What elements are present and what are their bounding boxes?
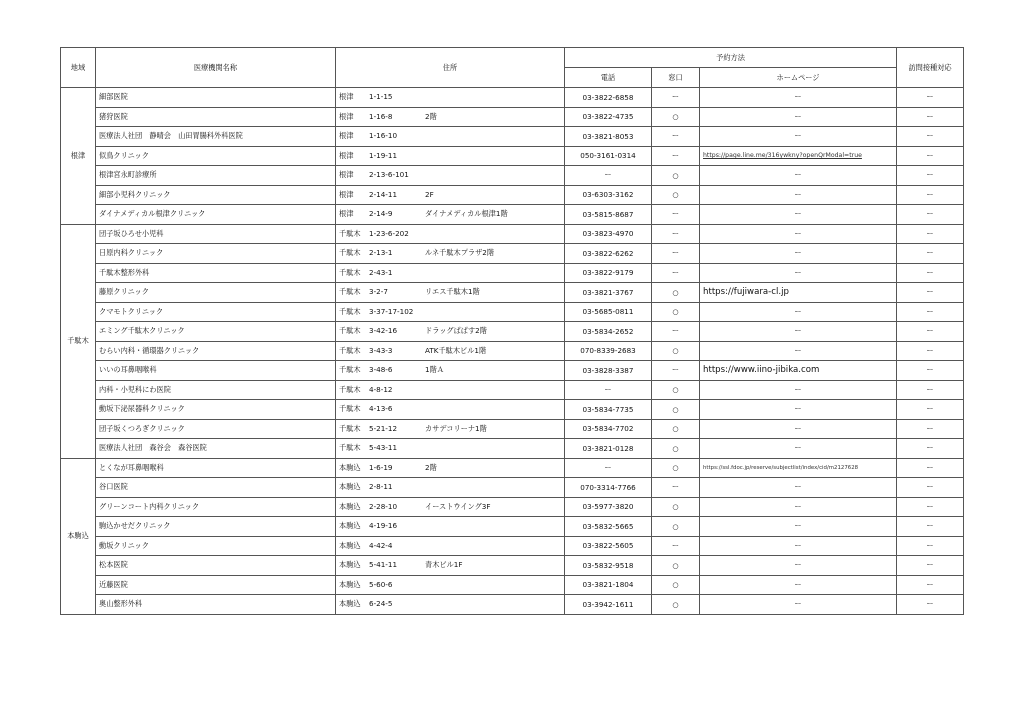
window-cell: ○ bbox=[652, 380, 700, 400]
phone-cell: 03-5834-2652 bbox=[565, 322, 652, 342]
clinic-name: 千駄木整形外科 bbox=[96, 263, 336, 283]
homepage-link[interactable]: https://page.line.me/316ywkny?openQrModal=true bbox=[700, 146, 897, 166]
homepage-cell: ー bbox=[700, 595, 897, 615]
visit-cell: ー bbox=[897, 517, 964, 537]
phone-cell: 03-3823-4970 bbox=[565, 224, 652, 244]
clinic-address bbox=[336, 575, 565, 595]
visit-cell: ー bbox=[897, 380, 964, 400]
address-number: 3-2-7 bbox=[369, 287, 388, 297]
table-row bbox=[61, 439, 964, 459]
address-number: 2-14-9 bbox=[369, 209, 393, 219]
address-area: 本駒込 bbox=[339, 540, 361, 550]
visit-cell: ー bbox=[897, 205, 964, 225]
homepage-cell: ー bbox=[700, 536, 897, 556]
phone-cell: 03-3822-5605 bbox=[565, 536, 652, 556]
table-row bbox=[61, 556, 964, 576]
phone-cell: 03-3828-3387 bbox=[565, 361, 652, 381]
homepage-cell: ー bbox=[700, 302, 897, 322]
header-visit: 訪問接種対応 bbox=[897, 48, 964, 88]
clinic-name: グリーンコート内科クリニック bbox=[96, 497, 336, 517]
table-row bbox=[61, 536, 964, 556]
header-name: 医療機関名称 bbox=[96, 48, 336, 88]
phone-cell: 03-3822-4735 bbox=[565, 107, 652, 127]
homepage-cell: ー bbox=[700, 107, 897, 127]
clinic-name: 細部小児科クリニック bbox=[96, 185, 336, 205]
phone-cell: 03-3821-8053 bbox=[565, 127, 652, 147]
phone-cell: 03-3821-1804 bbox=[565, 575, 652, 595]
address-building: ATK千駄木ビル1階 bbox=[425, 345, 487, 355]
clinic-name: 団子坂くつろぎクリニック bbox=[96, 419, 336, 439]
phone-cell: 03-3821-0128 bbox=[565, 439, 652, 459]
address-building: 青木ビル1F bbox=[425, 560, 463, 570]
table-row bbox=[61, 205, 964, 225]
clinic-address bbox=[336, 556, 565, 576]
address-number: 2-43-1 bbox=[369, 267, 393, 277]
window-cell: ー bbox=[652, 146, 700, 166]
window-cell: ○ bbox=[652, 107, 700, 127]
visit-cell: ー bbox=[897, 166, 964, 186]
clinic-name: むらい内科・循環器クリニック bbox=[96, 341, 336, 361]
visit-cell: ー bbox=[897, 419, 964, 439]
window-cell: ○ bbox=[652, 302, 700, 322]
clinic-table bbox=[60, 47, 964, 615]
address-area: 千駄木 bbox=[339, 326, 361, 336]
address-number: 6-24-5 bbox=[369, 599, 393, 609]
address-area: 本駒込 bbox=[339, 560, 361, 570]
homepage-cell: ー bbox=[700, 478, 897, 498]
address-area: 本駒込 bbox=[339, 501, 361, 511]
window-cell: ー bbox=[652, 127, 700, 147]
homepage-cell: ー bbox=[700, 575, 897, 595]
table-row bbox=[61, 322, 964, 342]
address-area: 千駄木 bbox=[339, 267, 361, 277]
clinic-name: 奥山整形外科 bbox=[96, 595, 336, 615]
clinic-name: 動坂下泌尿器科クリニック bbox=[96, 400, 336, 420]
clinic-address bbox=[336, 439, 565, 459]
clinic-address bbox=[336, 166, 565, 186]
clinic-name: いいの耳鼻咽喉科 bbox=[96, 361, 336, 381]
window-cell: ー bbox=[652, 478, 700, 498]
clinic-name: クマモトクリニック bbox=[96, 302, 336, 322]
visit-cell: ー bbox=[897, 497, 964, 517]
phone-cell: 03-3822-9179 bbox=[565, 263, 652, 283]
clinic-address bbox=[336, 380, 565, 400]
header-reservation: 予約方法 bbox=[565, 48, 897, 68]
address-area: 千駄木 bbox=[339, 404, 361, 414]
address-area: 千駄木 bbox=[339, 306, 361, 316]
clinic-name: 似鳥クリニック bbox=[96, 146, 336, 166]
clinic-address bbox=[336, 361, 565, 381]
clinic-address bbox=[336, 536, 565, 556]
phone-cell: 03-5834-7702 bbox=[565, 419, 652, 439]
clinic-address bbox=[336, 185, 565, 205]
region-cell: 根津 bbox=[61, 88, 96, 225]
table-row bbox=[61, 166, 964, 186]
table-row bbox=[61, 380, 964, 400]
address-area: 根津 bbox=[339, 92, 354, 102]
window-cell: ー bbox=[652, 536, 700, 556]
clinic-address bbox=[336, 146, 565, 166]
address-area: 千駄木 bbox=[339, 345, 361, 355]
header-phone: 電話 bbox=[565, 68, 652, 88]
visit-cell: ー bbox=[897, 146, 964, 166]
address-area: 千駄木 bbox=[339, 248, 361, 258]
visit-cell: ー bbox=[897, 536, 964, 556]
visit-cell: ー bbox=[897, 322, 964, 342]
address-area: 千駄木 bbox=[339, 423, 361, 433]
address-area: 根津 bbox=[339, 111, 354, 121]
visit-cell: ー bbox=[897, 458, 964, 478]
header-window: 窓口 bbox=[652, 68, 700, 88]
address-area: 千駄木 bbox=[339, 287, 361, 297]
table-row bbox=[61, 88, 964, 108]
visit-cell: ー bbox=[897, 88, 964, 108]
phone-cell: 03-5832-5665 bbox=[565, 517, 652, 537]
table-row bbox=[61, 478, 964, 498]
address-area: 千駄木 bbox=[339, 365, 361, 375]
visit-cell: ー bbox=[897, 224, 964, 244]
address-area: 本駒込 bbox=[339, 482, 361, 492]
clinic-list-sheet bbox=[60, 47, 964, 615]
window-cell: ○ bbox=[652, 458, 700, 478]
window-cell: ○ bbox=[652, 166, 700, 186]
table-row bbox=[61, 595, 964, 615]
window-cell: ○ bbox=[652, 575, 700, 595]
clinic-address bbox=[336, 283, 565, 303]
window-cell: ー bbox=[652, 88, 700, 108]
address-building: ダイナメディカル根津1階 bbox=[425, 209, 508, 219]
phone-cell: 03-3821-3767 bbox=[565, 283, 652, 303]
window-cell: ○ bbox=[652, 517, 700, 537]
homepage-cell: ー bbox=[700, 224, 897, 244]
window-cell: ○ bbox=[652, 439, 700, 459]
address-number: 5-43-11 bbox=[369, 443, 398, 453]
homepage-link[interactable]: https://ssl.fdoc.jp/reserve/subjectlist/index/cid/m2127628 bbox=[700, 458, 897, 478]
visit-cell: ー bbox=[897, 107, 964, 127]
phone-cell: ー bbox=[565, 458, 652, 478]
window-cell: ー bbox=[652, 244, 700, 264]
visit-cell: ー bbox=[897, 244, 964, 264]
address-area: 本駒込 bbox=[339, 579, 361, 589]
clinic-address bbox=[336, 419, 565, 439]
window-cell: ○ bbox=[652, 400, 700, 420]
clinic-address bbox=[336, 205, 565, 225]
window-cell: ○ bbox=[652, 185, 700, 205]
visit-cell: ー bbox=[897, 478, 964, 498]
visit-cell: ー bbox=[897, 283, 964, 303]
homepage-cell: ー bbox=[700, 439, 897, 459]
visit-cell: ー bbox=[897, 439, 964, 459]
phone-cell: 070-8339-2683 bbox=[565, 341, 652, 361]
homepage-cell: ー bbox=[700, 322, 897, 342]
clinic-name: 細部医院 bbox=[96, 88, 336, 108]
homepage-cell: ー bbox=[700, 497, 897, 517]
table-row bbox=[61, 185, 964, 205]
address-building: 2F bbox=[425, 189, 434, 199]
clinic-name: 医療法人社団 静晴会 山田胃腸科外科医院 bbox=[96, 127, 336, 147]
clinic-address bbox=[336, 244, 565, 264]
header-homepage: ホームページ bbox=[700, 68, 897, 88]
visit-cell: ー bbox=[897, 595, 964, 615]
window-cell: ○ bbox=[652, 556, 700, 576]
visit-cell: ー bbox=[897, 556, 964, 576]
region-cell: 本駒込 bbox=[61, 458, 96, 614]
phone-cell: ー bbox=[565, 166, 652, 186]
homepage-cell: ー bbox=[700, 263, 897, 283]
clinic-address bbox=[336, 302, 565, 322]
clinic-name: 内科・小児科にわ医院 bbox=[96, 380, 336, 400]
window-cell: ー bbox=[652, 205, 700, 225]
homepage-cell: ー bbox=[700, 517, 897, 537]
address-number: 2-14-11 bbox=[369, 189, 398, 199]
visit-cell: ー bbox=[897, 127, 964, 147]
visit-cell: ー bbox=[897, 302, 964, 322]
clinic-name: 動坂クリニック bbox=[96, 536, 336, 556]
window-cell: ○ bbox=[652, 595, 700, 615]
homepage-cell: ー bbox=[700, 556, 897, 576]
address-area: 千駄木 bbox=[339, 384, 361, 394]
address-building: 2階 bbox=[425, 462, 437, 472]
clinic-address bbox=[336, 88, 565, 108]
address-area: 本駒込 bbox=[339, 599, 361, 609]
visit-cell: ー bbox=[897, 361, 964, 381]
address-number: 4-13-6 bbox=[369, 404, 393, 414]
phone-cell: 070-3314-7766 bbox=[565, 478, 652, 498]
phone-cell: 03-3822-6262 bbox=[565, 244, 652, 264]
phone-cell: 03-6303-3162 bbox=[565, 185, 652, 205]
address-number: 3-37-17-102 bbox=[369, 306, 414, 316]
clinic-address bbox=[336, 127, 565, 147]
table-row bbox=[61, 361, 964, 381]
homepage-cell: ー bbox=[700, 185, 897, 205]
table-row bbox=[61, 497, 964, 517]
homepage-cell: ー bbox=[700, 419, 897, 439]
address-area: 本駒込 bbox=[339, 521, 361, 531]
table-row bbox=[61, 146, 964, 166]
window-cell: ○ bbox=[652, 419, 700, 439]
table-row bbox=[61, 400, 964, 420]
clinic-address bbox=[336, 517, 565, 537]
clinic-address bbox=[336, 478, 565, 498]
window-cell: ○ bbox=[652, 497, 700, 517]
address-number: 1-16-8 bbox=[369, 111, 393, 121]
clinic-name: 藤原クリニック bbox=[96, 283, 336, 303]
address-number: 5-41-11 bbox=[369, 560, 398, 570]
visit-cell: ー bbox=[897, 263, 964, 283]
table-row bbox=[61, 127, 964, 147]
window-cell: ー bbox=[652, 263, 700, 283]
table-row bbox=[61, 419, 964, 439]
address-area: 千駄木 bbox=[339, 228, 361, 238]
address-building: カサデコリーナ1階 bbox=[425, 423, 487, 433]
clinic-address bbox=[336, 224, 565, 244]
address-building: リエス千駄木1階 bbox=[425, 287, 480, 297]
table-row bbox=[61, 244, 964, 264]
address-number: 4-8-12 bbox=[369, 384, 393, 394]
table-header bbox=[61, 48, 964, 88]
phone-cell: 03-5832-9518 bbox=[565, 556, 652, 576]
phone-cell: 03-5815-8687 bbox=[565, 205, 652, 225]
clinic-address bbox=[336, 322, 565, 342]
homepage-cell: ー bbox=[700, 380, 897, 400]
window-cell: ー bbox=[652, 224, 700, 244]
visit-cell: ー bbox=[897, 400, 964, 420]
clinic-name: 松本医院 bbox=[96, 556, 336, 576]
address-building: イーストウイング3F bbox=[425, 501, 491, 511]
address-number: 3-42-16 bbox=[369, 326, 398, 336]
clinic-name: 団子坂ひろせ小児科 bbox=[96, 224, 336, 244]
clinic-name: 医療法人社団 森谷会 森谷医院 bbox=[96, 439, 336, 459]
homepage-cell: ー bbox=[700, 205, 897, 225]
header-region: 地域 bbox=[61, 48, 96, 88]
clinic-name: 谷口医院 bbox=[96, 478, 336, 498]
table-row bbox=[61, 341, 964, 361]
address-building: ドラッグぱぱす2階 bbox=[425, 326, 487, 336]
visit-cell: ー bbox=[897, 341, 964, 361]
phone-cell: ー bbox=[565, 380, 652, 400]
address-number: 1-16-10 bbox=[369, 131, 398, 141]
address-number: 3-43-3 bbox=[369, 345, 393, 355]
clinic-name: 近藤医院 bbox=[96, 575, 336, 595]
window-cell: ○ bbox=[652, 341, 700, 361]
address-number: 1-19-11 bbox=[369, 150, 398, 160]
homepage-link[interactable]: https://www.iino-jibika.com bbox=[700, 361, 897, 381]
address-area: 根津 bbox=[339, 209, 354, 219]
clinic-name: エミング千駄木クリニック bbox=[96, 322, 336, 342]
homepage-cell: ー bbox=[700, 244, 897, 264]
table-row bbox=[61, 224, 964, 244]
address-building: 1階Ａ bbox=[425, 365, 444, 375]
address-number: 2-8-11 bbox=[369, 482, 393, 492]
clinic-name: ダイナメディカル根津クリニック bbox=[96, 205, 336, 225]
table-row bbox=[61, 107, 964, 127]
address-area: 本駒込 bbox=[339, 462, 361, 472]
visit-cell: ー bbox=[897, 185, 964, 205]
homepage-cell: ー bbox=[700, 166, 897, 186]
address-building: 2階 bbox=[425, 111, 437, 121]
address-number: 5-21-12 bbox=[369, 423, 398, 433]
address-area: 根津 bbox=[339, 150, 354, 160]
clinic-name: 日原内科クリニック bbox=[96, 244, 336, 264]
table-row bbox=[61, 283, 964, 303]
phone-cell: 03-3822-6858 bbox=[565, 88, 652, 108]
table-row bbox=[61, 458, 964, 478]
address-number: 1-1-15 bbox=[369, 92, 393, 102]
window-cell: ○ bbox=[652, 283, 700, 303]
table-row bbox=[61, 517, 964, 537]
address-number: 2-28-10 bbox=[369, 501, 398, 511]
clinic-address bbox=[336, 497, 565, 517]
clinic-name: 猪狩医院 bbox=[96, 107, 336, 127]
homepage-cell: ー bbox=[700, 400, 897, 420]
clinic-name: とくなが耳鼻咽喉科 bbox=[96, 458, 336, 478]
address-number: 4-19-16 bbox=[369, 521, 398, 531]
clinic-address bbox=[336, 341, 565, 361]
phone-cell: 03-5977-3820 bbox=[565, 497, 652, 517]
address-area: 千駄木 bbox=[339, 443, 361, 453]
table-row bbox=[61, 263, 964, 283]
window-cell: ー bbox=[652, 322, 700, 342]
address-number: 5-60-6 bbox=[369, 579, 393, 589]
clinic-address bbox=[336, 400, 565, 420]
homepage-cell: ー bbox=[700, 127, 897, 147]
address-number: 4-42-4 bbox=[369, 540, 393, 550]
header-address: 住所 bbox=[336, 48, 565, 88]
window-cell: ー bbox=[652, 361, 700, 381]
address-area: 根津 bbox=[339, 131, 354, 141]
clinic-address bbox=[336, 458, 565, 478]
address-area: 根津 bbox=[339, 170, 354, 180]
address-number: 2-13-6-101 bbox=[369, 170, 409, 180]
address-number: 2-13-1 bbox=[369, 248, 393, 258]
homepage-link[interactable]: https://fujiwara-cl.jp bbox=[700, 283, 897, 303]
phone-cell: 050-3161-0314 bbox=[565, 146, 652, 166]
address-area: 根津 bbox=[339, 189, 354, 199]
address-number: 1-6-19 bbox=[369, 462, 393, 472]
clinic-address bbox=[336, 263, 565, 283]
table-row bbox=[61, 302, 964, 322]
address-building: ルネ千駄木プラザ2階 bbox=[425, 248, 495, 258]
homepage-cell: ー bbox=[700, 88, 897, 108]
clinic-name: 駒込かせだクリニック bbox=[96, 517, 336, 537]
address-number: 3-48-6 bbox=[369, 365, 393, 375]
clinic-name: 根津宮永町診療所 bbox=[96, 166, 336, 186]
table-body bbox=[61, 88, 964, 615]
region-cell: 千駄木 bbox=[61, 224, 96, 458]
phone-cell: 03-3942-1611 bbox=[565, 595, 652, 615]
phone-cell: 03-5685-0811 bbox=[565, 302, 652, 322]
visit-cell: ー bbox=[897, 575, 964, 595]
table-row bbox=[61, 575, 964, 595]
phone-cell: 03-5834-7735 bbox=[565, 400, 652, 420]
homepage-cell: ー bbox=[700, 341, 897, 361]
clinic-address bbox=[336, 595, 565, 615]
clinic-address bbox=[336, 107, 565, 127]
address-number: 1-23-6-202 bbox=[369, 228, 409, 238]
